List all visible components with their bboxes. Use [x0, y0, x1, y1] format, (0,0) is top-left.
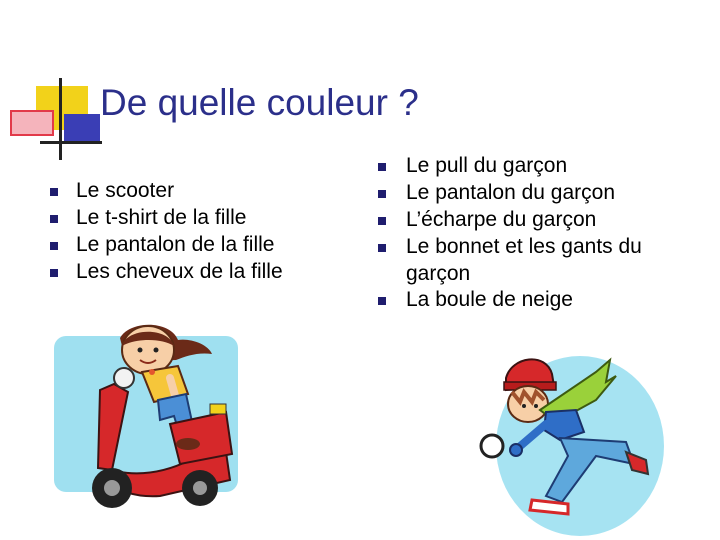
right-bullet-list: [406, 153, 706, 314]
snowball-boy-illustration: [476, 352, 676, 538]
list-item: Le scooter: [76, 178, 336, 205]
list-item: Le pull du garçon: [406, 153, 706, 180]
bullet-icon: [378, 163, 386, 171]
list-item: La boule de neige: [406, 287, 706, 314]
bullet-icon: [50, 188, 58, 196]
bullet-icon: [50, 242, 58, 250]
list-item: Le t-shirt de la fille: [76, 205, 336, 232]
slide-title: De quelle couleur ?: [100, 82, 419, 123]
list-item: Le bonnet et les gants du garçon: [406, 234, 706, 288]
bullet-icon: [378, 244, 386, 252]
bullet-icon: [378, 217, 386, 225]
bullet-icon: [378, 190, 386, 198]
bullet-icon: [378, 297, 386, 305]
left-bullet-list: [76, 178, 336, 286]
list-item: L’écharpe du garçon: [406, 207, 706, 234]
list-item: Le pantalon du garçon: [406, 180, 706, 207]
scooter-girl-illustration: [50, 320, 250, 520]
bullet-icon: [50, 269, 58, 277]
list-item: Le pantalon de la fille: [76, 232, 336, 259]
bullet-icon: [50, 215, 58, 223]
list-item: Les cheveux de la fille: [76, 259, 336, 286]
